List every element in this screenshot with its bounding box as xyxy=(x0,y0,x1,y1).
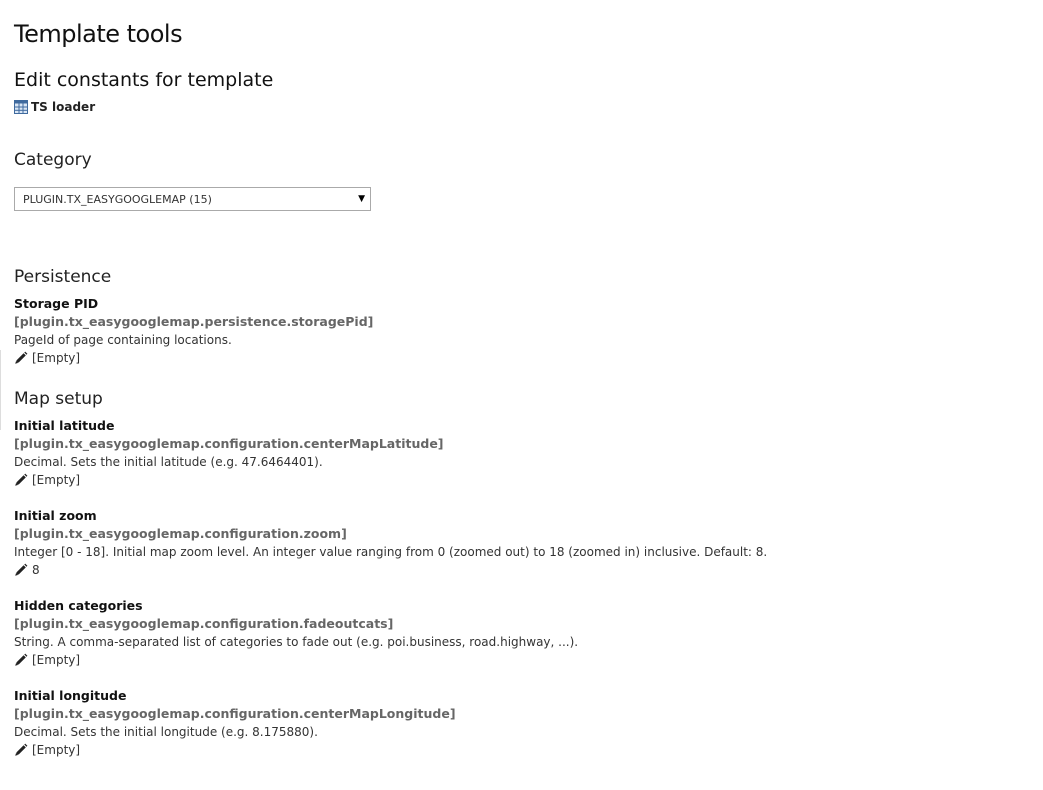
constant-item-initial-latitude xyxy=(14,417,1029,489)
ts-loader[interactable] xyxy=(14,99,1029,115)
constant-description: String. A comma-separated list of categories to fade out (e.g. poi.business, road.highway, ...). xyxy=(14,635,579,649)
constant-description: Decimal. Sets the initial latitude (e.g. 47.6464401). xyxy=(14,455,323,469)
page-title: Template tools xyxy=(14,20,183,48)
constant-item-initial-longitude xyxy=(14,687,1029,759)
constant-value[interactable]: [Empty] xyxy=(32,743,81,757)
pencil-icon[interactable] xyxy=(14,653,28,667)
constant-value[interactable]: 8 xyxy=(32,563,40,577)
pencil-icon[interactable] xyxy=(14,563,28,577)
table-icon xyxy=(14,100,28,114)
constant-value[interactable]: [Empty] xyxy=(32,653,81,667)
category-select-value: PLUGIN.TX_EASYGOOGLEMAP (15) xyxy=(23,192,212,206)
constant-edit[interactable] xyxy=(14,741,1029,759)
constant-description: Decimal. Sets the initial longitude (e.g. 8.175880). xyxy=(14,725,318,739)
page-subtitle: Edit constants for template xyxy=(14,69,274,91)
constant-label: Initial zoom xyxy=(14,508,97,523)
constant-edit[interactable] xyxy=(14,471,1029,489)
pencil-icon[interactable] xyxy=(14,473,28,487)
constant-description: Integer [0 - 18]. Initial map zoom level. An integer value ranging from 0 (zoomed out) to 18 (zoomed in) inclusive. Default: 8. xyxy=(14,545,768,559)
constant-value[interactable]: [Empty] xyxy=(32,351,81,365)
constant-label: Storage PID xyxy=(14,296,99,311)
section-heading-persistence: Persistence xyxy=(14,267,112,287)
constant-key: [plugin.tx_easygooglemap.configuration.centerMapLongitude] xyxy=(14,706,456,721)
constant-value[interactable]: [Empty] xyxy=(32,473,81,487)
chevron-down-icon: ▼ xyxy=(358,194,365,204)
constant-key: [plugin.tx_easygooglemap.persistence.storagePid] xyxy=(14,314,374,329)
constant-label: Initial latitude xyxy=(14,418,115,433)
constant-key: [plugin.tx_easygooglemap.configuration.fadeoutcats] xyxy=(14,616,394,631)
constant-key: [plugin.tx_easygooglemap.configuration.zoom] xyxy=(14,526,347,541)
constant-label: Hidden categories xyxy=(14,598,143,613)
constant-key: [plugin.tx_easygooglemap.configuration.centerMapLatitude] xyxy=(14,436,444,451)
category-select[interactable] xyxy=(14,187,371,211)
constant-item-hidden-categories xyxy=(14,597,1029,669)
constant-edit[interactable] xyxy=(14,349,1029,367)
pencil-icon[interactable] xyxy=(14,351,28,365)
constant-item-storage-pid xyxy=(14,295,1029,367)
left-edge-divider xyxy=(0,350,3,430)
constant-item-initial-zoom xyxy=(14,507,1029,579)
ts-loader-label[interactable]: TS loader xyxy=(31,100,96,114)
category-heading: Category xyxy=(14,150,92,170)
section-heading-map-setup: Map setup xyxy=(14,389,103,409)
constant-edit[interactable] xyxy=(14,651,1029,669)
constant-edit[interactable] xyxy=(14,561,1029,579)
constant-label: Initial longitude xyxy=(14,688,127,703)
constant-description: PageId of page containing locations. xyxy=(14,333,232,347)
pencil-icon[interactable] xyxy=(14,743,28,757)
